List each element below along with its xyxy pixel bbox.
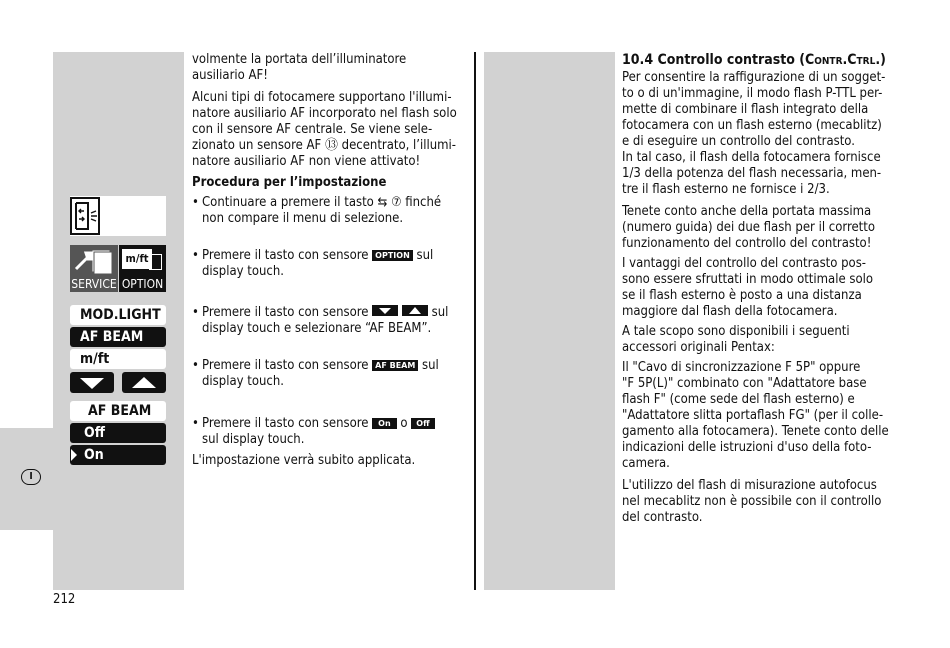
step-5: • Premere il tasto con sensore On o Off sul display touch. [192, 416, 435, 448]
af-beam-title: AF BEAM [70, 401, 166, 421]
af-beam-option-on[interactable]: On [70, 445, 166, 465]
af-beam-option-off[interactable]: Off [70, 423, 166, 443]
language-badge-label: I [29, 471, 33, 482]
off-key: Off [411, 418, 434, 429]
language-badge [21, 469, 41, 485]
col2-para3: I vantaggi del controllo del contrasto pos- sono essere sfruttati in modo ottimale solo se il flash esterno è posto a una distanza maggiore dal flash della fotocamera. [622, 256, 874, 319]
service-button-label: SERVICE [71, 277, 117, 291]
col1-para1: volmente la portata dell’illuminatore ausiliario AF! [192, 52, 407, 83]
option-key: OPTION [372, 250, 413, 261]
step-2: • Premere il tasto con sensore OPTION sul display touch. [192, 248, 434, 279]
col2-para5: Il "Cavo di sincronizzazione F 5P" oppure "F 5P(L)" combinato con "Adattatore base flash F" (come sede del flash esterno) e "Adattatore slitta portaflash FG" (per il colle- gamento alla fotocamera). Tenete conto delle indicazioni delle istruzioni d'uso della foto- camera. [622, 360, 889, 471]
flash-display-box [70, 196, 166, 236]
af-illuminator-icon [70, 197, 100, 235]
right-grey-panel [484, 52, 615, 590]
section-heading: 10.4 Controllo contrasto (Contr.Ctrl.) [622, 52, 886, 68]
col2-para6: L'utilizzo del flash di misurazione autofocus nel mecablitz non è possibile con il controllo del contrasto. [622, 478, 882, 525]
af-beam-key: AF BEAM [372, 360, 418, 371]
col2-para2: Tenete conto anche della portata massima (numero guida) dei due flash per il corretto funzionamento del controllo del contrasto! [622, 204, 875, 251]
col1-final: L'impostazione verrà subito applicata. [192, 453, 416, 468]
arrow-up-icon [122, 372, 166, 393]
step-1: • Continuare a premere il tasto ⇆ ⑦ finché non compare il menu di selezione. [192, 195, 442, 226]
selection-marker-icon [71, 449, 77, 461]
col2-para1: Per consentire la raffigurazione di un sogget- to o di un'immagine, il modo flash P-TTL per- mette di combinare il flash integrato della fotocamera con un flash esterno (mecablitz) e di eseguire un controllo del contrasto. In tal caso, il flash della fotocamera fornisce 1/3 della potenza del flash necessaria, men- tre il flash esterno ne fornisce i 2/3. [622, 70, 886, 197]
mft-icon-shadow [149, 254, 162, 270]
col2-para4: A tale scopo sono disponibili i seguenti accessori originali Pentax: [622, 324, 850, 355]
option-button-label: OPTION [121, 277, 164, 291]
menu-item-mft[interactable]: m/ft [70, 349, 166, 369]
menu-item-mod-light[interactable]: MOD.LIGHT [70, 305, 166, 325]
option-button[interactable] [119, 245, 166, 292]
step-3: • Premere il tasto con sensore sul display touch e selezionare “AF BEAM”. [192, 305, 449, 336]
step-4: • Premere il tasto con sensore AF BEAM sul display touch. [192, 358, 439, 389]
down-key-icon [372, 305, 398, 316]
up-key-icon [402, 305, 428, 316]
col1-para2: Alcuni tipi di fotocamere supportano l'illumi- natore ausiliario AF incorporato nel flash solo con il sensore AF centrale. Se viene sele- zionato un sensore AF ⑬ decentrato, l’illumi- natore ausiliario AF non viene attivato! [192, 90, 457, 169]
wrench-icon [70, 247, 118, 277]
menu-item-af-beam[interactable]: AF BEAM [70, 327, 166, 347]
scroll-down-button[interactable] [70, 372, 114, 393]
scroll-up-button[interactable] [122, 372, 166, 393]
arrow-down-icon [70, 372, 114, 393]
page-number: 212 [53, 592, 76, 607]
mft-icon: m/ft [122, 249, 152, 269]
service-button[interactable] [70, 245, 118, 292]
on-key: On [372, 418, 397, 429]
procedure-heading: Procedura per l’impostazione [192, 175, 387, 190]
column-divider [474, 52, 476, 590]
